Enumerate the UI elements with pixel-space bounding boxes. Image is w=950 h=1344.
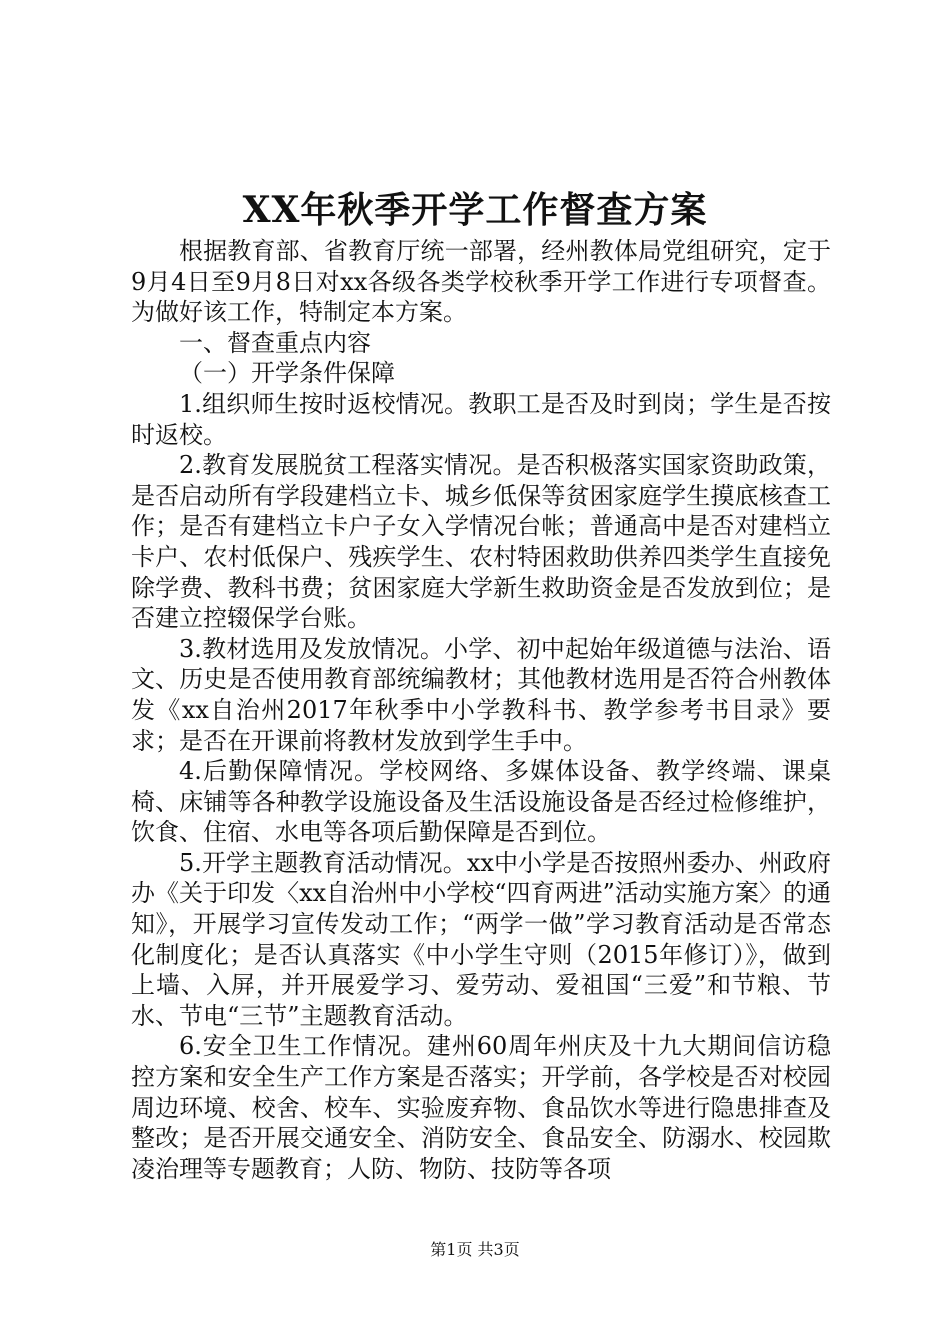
paragraph-item-5: 5.开学主题教育活动情况。xx中小学是否按照州委办、州政府办《关于印发〈xx自治州中小学校“四育两进”活动实施方案〉的通知》，开展学习宣传发动工作；“两学一做”学习教育活动是否常态化制度化；是否认真落实《中小学生守则（2015年修订）》，做到上墙、入屏，并开展爱学习、爱劳动、爱祖国“三爱”和节粮、节水、节电“三节”主题教育活动。 (131, 848, 831, 1030)
document-title: XX年秋季开学工作督查方案 (242, 189, 708, 231)
paragraph-item-4: 4.后勤保障情况。学校网络、多媒体设备、教学终端、课桌椅、床铺等各种教学设施设备及生活设施设备是否经过检修维护，饮食、住宿、水电等各项后勤保障是否到位。 (131, 757, 831, 847)
heading-section-1: 一、督查重点内容 (179, 328, 371, 357)
document-body (131, 236, 831, 1184)
paragraph-item-3: 3.教材选用及发放情况。小学、初中起始年级道德与法治、语文、历史是否使用教育部统编教材；其他教材选用是否符合州教体发《xx自治州2017年秋季中小学教科书、教学参考书目录》要求；是否在开课前将教材发放到学生手中。 (131, 634, 831, 755)
paragraph-item-1: 1.组织师生按时返校情况。教职工是否及时到岗；学生是否按时返校。 (131, 389, 831, 449)
paragraph-item-6: 6.安全卫生工作情况。建州60周年州庆及十九大期间信访稳控方案和安全生产工作方案是否落实；开学前，各学校是否对校园周边环境、校舍、校车、实验废弃物、食品饮水等进行隐患排查及整改；是否开展交通安全、消防安全、食品安全、防溺水、校园欺凌治理等专题教育；人防、物防、技防等各项 (131, 1032, 831, 1183)
heading-subsection-1: （一）开学条件保障 (179, 359, 395, 388)
paragraph-intro: 根据教育部、省教育厅统一部署，经州教体局党组研究，定于9月4日至9月8日对xx各级各类学校秋季开学工作进行专项督查。为做好该工作，特制定本方案。 (131, 237, 831, 327)
paragraph-item-2: 2.教育发展脱贫工程落实情况。是否积极落实国家资助政策，是否启动所有学段建档立卡、城乡低保等贫困家庭学生摸底核查工作；是否有建档立卡户子女入学情况台帐；普通高中是否对建档立卡户、农村低保户、残疾学生、农村特困救助供养四类学生直接免除学费、教科书费；贫困家庭大学新生救助资金是否发放到位；是否建立控辍保学台账。 (131, 451, 831, 633)
page-footer: 第1页 共3页 (430, 1240, 520, 1259)
